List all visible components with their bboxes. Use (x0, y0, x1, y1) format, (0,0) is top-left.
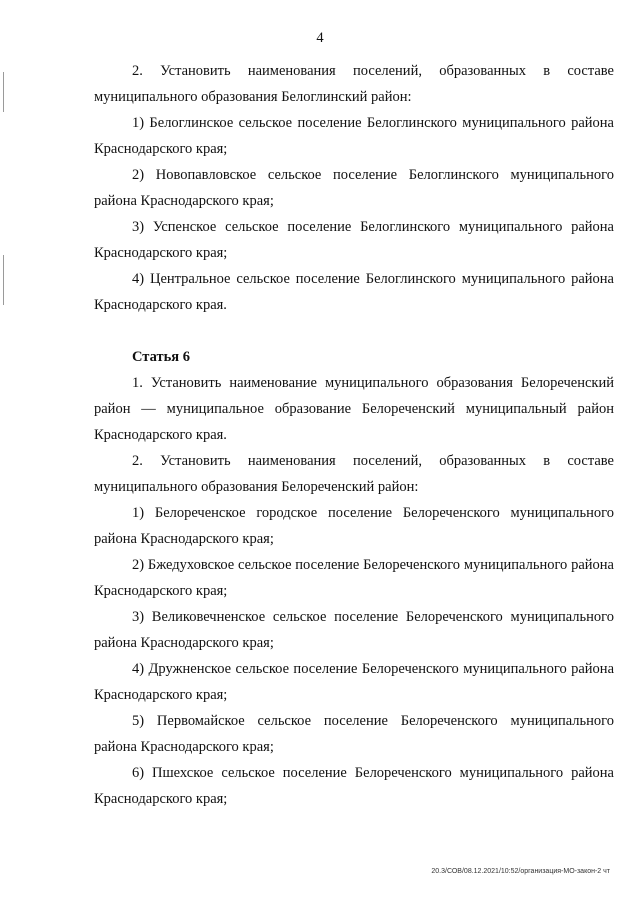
footer-document-code: 20.3/СОВ/08.12.2021/10:52/организация-МО-закон-2 чт (431, 868, 610, 875)
list-item: 6) Пшехское сельское поселение Белореченского муниципального района Краснодарского края; (94, 765, 614, 807)
list-item: 3) Успенское сельское поселение Белоглинского муниципального района Краснодарского края; (94, 219, 614, 261)
list-item: 3) Великовечненское сельское поселение Белореченского муниципального района Краснодарского края; (94, 609, 614, 651)
list-item: 2) Бжедуховское сельское поселение Белореченского муниципального района Краснодарского края; (94, 557, 614, 599)
list-item: 2) Новопавловское сельское поселение Белоглинского муниципального района Краснодарского края; (94, 167, 614, 209)
list-item: 1) Белоглинское сельское поселение Белоглинского муниципального района Краснодарского края; (94, 115, 614, 157)
document-body (94, 58, 614, 812)
page-number: 4 (316, 30, 324, 46)
paragraph: 2. Установить наименования поселений, образованных в составе муниципального образования Белореченский район: (94, 453, 614, 495)
paragraph: 2. Установить наименования поселений, образованных в составе муниципального образования Белоглинский район: (94, 63, 614, 105)
list-item: 1) Белореченское городское поселение Белореченского муниципального района Краснодарского края; (94, 505, 614, 547)
paragraph: 1. Установить наименование муниципального образования Белореченский район — муниципальное образование Белореченский муниципальный район Краснодарского края. (94, 375, 614, 443)
list-item: 4) Дружненское сельское поселение Белореченского муниципального района Краснодарского края; (94, 661, 614, 703)
list-item: 5) Первомайское сельское поселение Белореченского муниципального района Краснодарского края; (94, 713, 614, 755)
list-item: 4) Центральное сельское поселение Белоглинского муниципального района Краснодарского края. (94, 271, 614, 313)
article-heading: Статья 6 (132, 349, 190, 365)
scan-edge-mark (3, 72, 4, 112)
scan-edge-mark (3, 255, 4, 305)
